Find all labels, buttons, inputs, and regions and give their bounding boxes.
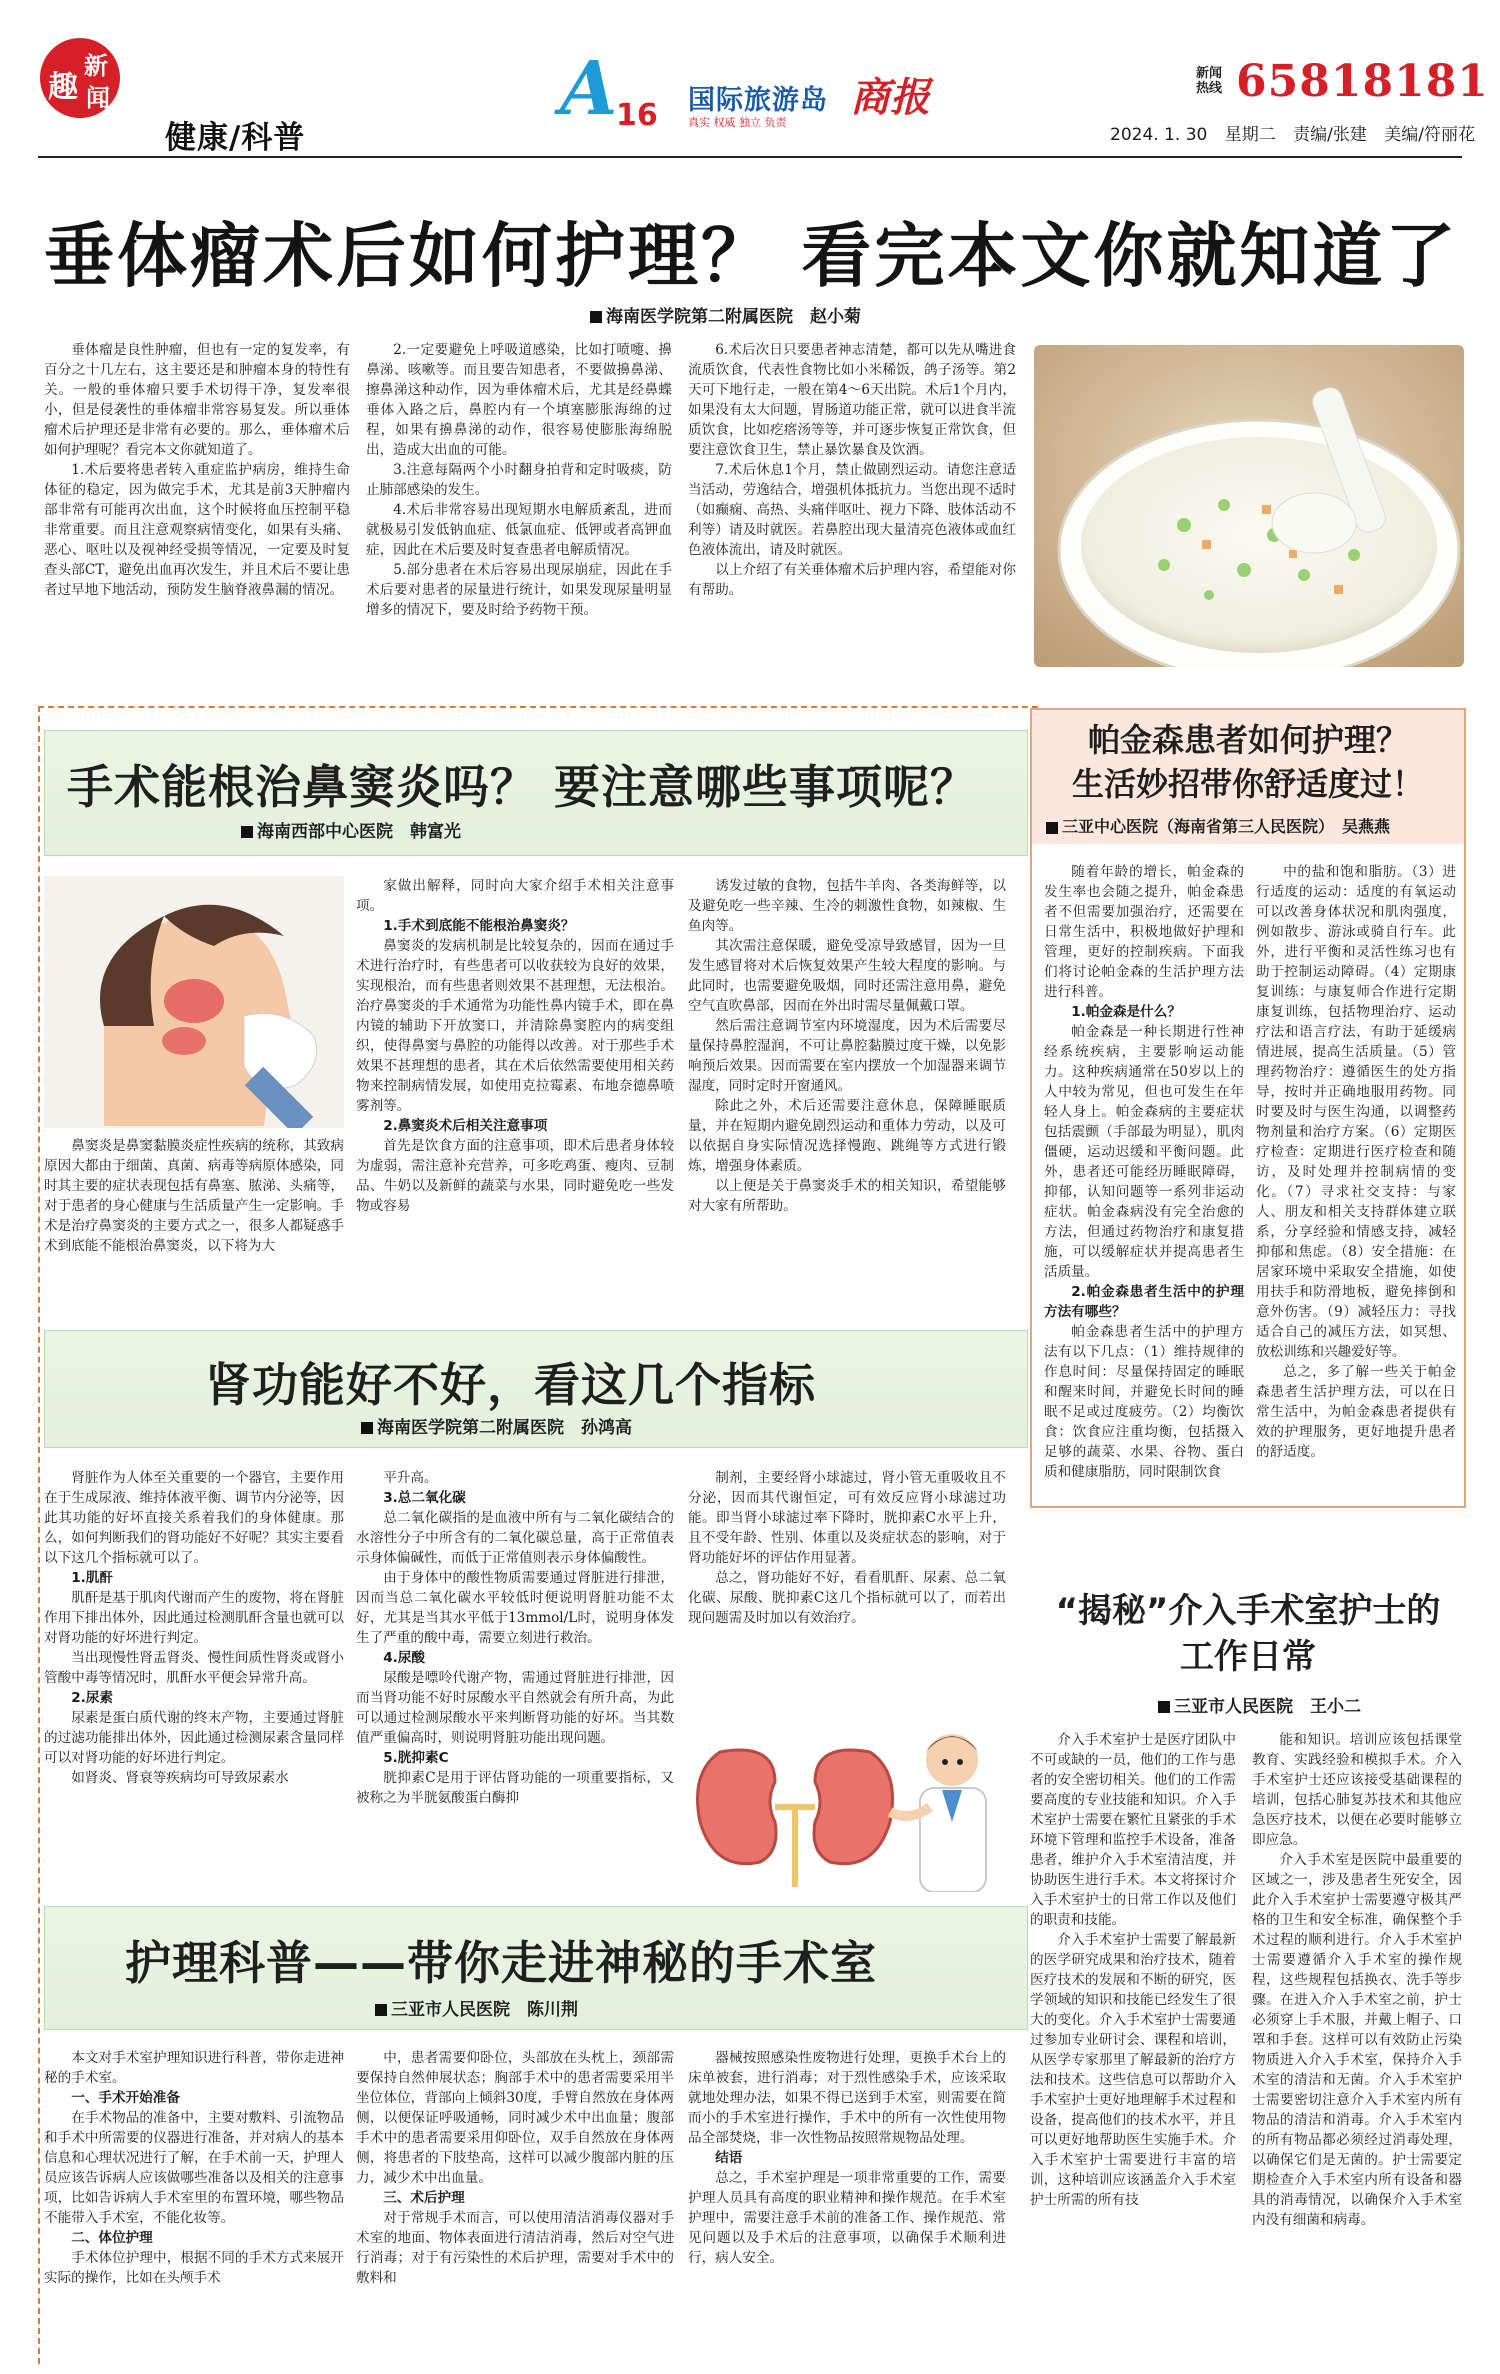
paragraph: 能和知识。培训应该包括课堂教育、实践经验和模拟手术。介入手术室护士还应该接受基础课程的培训，包括心肺复苏技术和其他应急医疗技术，以便在必要时能够立即应急。: [1252, 1732, 1462, 1848]
article4-byline: [361, 1413, 632, 1438]
subheading: 1.帕金森是什么？: [1071, 1004, 1181, 1020]
paragraph: 家做出解释，同时向大家介绍手术相关注意事项。: [356, 878, 674, 914]
byline-text: 海南医学院第二附属医院 孙鸿高: [377, 1418, 632, 1438]
article3-column-2: [1256, 862, 1456, 1502]
issue-date: 2024. 1. 30: [1110, 125, 1208, 145]
article5-panel: [1030, 1566, 1466, 2362]
editor-credit: 责编/张建: [1293, 125, 1367, 145]
article4-column-1: [44, 1468, 344, 1886]
logo-char: 新: [84, 51, 108, 80]
paragraph: 对于常规手术而言，可以使用清洁消毒仪器对手术室的地面、物体表面进行清洁消毒，然后对空气进行消毒；对于有污染性的术后护理，需要对手术中的敷料和: [356, 2210, 674, 2286]
paragraph: 如肾炎、肾衰等疾病均可导致尿素水: [71, 1770, 289, 1786]
paragraph: 帕金森患者生活中的护理方法有以下几点：（1）维持规律的作息时间：尽量保持固定的睡眠和醒来时间，并避免长时间的睡眠不足或过度疲劳。（2）均衡饮食：饮食应注重均衡，包括摄入足够的蔬菜、水果、谷物、蛋白质和健康脂肪，同时限制饮食: [1044, 1324, 1244, 1480]
byline-text: 海南西部中心医院 韩富光: [257, 822, 461, 842]
paragraph: 总之，手术室护理是一项非常重要的工作，需要护理人员具有高度的职业精神和操作规范。在手术室护理中，需要注意手术前的准备工作、操作规范、常见问题以及手术后的注意事项，以确保手术顺利进行，病人安全。: [688, 2170, 1006, 2266]
article4-column-3: [688, 1468, 1006, 1708]
paragraph: 随着年龄的增长，帕金森的发生率也会随之提升，帕金森患者不但需要加强治疗，还需要在日常生活中，积极地做好护理和管理，更好的控制疾病。下面我们将讨论帕金森的生活护理方法进行科普。: [1044, 864, 1244, 1000]
kidney-illustration: [680, 1712, 1020, 1892]
article2-banner: [44, 730, 1028, 856]
paragraph: 以上便是关于鼻窦炎手术的相关知识，希望能够对大家有所帮助。: [688, 1178, 1006, 1214]
subheading: 结语: [715, 2150, 743, 2166]
article4-banner: [44, 1330, 1028, 1448]
paragraph: 尿素是蛋白质代谢的终末产物，主要通过肾脏的过滤功能排出体外，因此通过检测尿素含量同样可以对肾功能的好坏进行判定。: [44, 1710, 344, 1766]
article6-headline: 护理科普——带你走进神秘的手术室: [125, 1936, 877, 1990]
paragraph: 垂体瘤是良性肿瘤，但也有一定的复发率，有百分之十几左右，这主要还是和肿瘤本身的特性有关。一般的垂体瘤只要手术切得干净，复发率很小，但是侵袭性的垂体瘤非常容易复发。所以垂体瘤术后护理还是非常有必要的。那么，垂体瘤术后如何护理呢？看完本文你就知道了。: [44, 342, 350, 458]
paragraph: 3.注意每隔两个小时翻身拍背和定时吸痰，防止肺部感染的发生。: [366, 462, 672, 498]
paragraph: 中的盐和饱和脂肪。（3）进行适度的运动：适度的有氧运动可以改善身体状况和肌肉强度，例如散步、游泳或骑自行车。此外，进行平衡和灵活性练习也有助于控制运动障碍。（4）定期康复训练：与康复师合作进行定期康复训练，包括物理治疗、运动疗法和语言疗法，有助于延缓病情进展，提高生活质量。（5）管理药物治疗：遵循医生的处方指导，按时并正确地服用药物。同时要及时与医生沟通，以调整药物剂量和治疗方案。（6）定期医疗检查：定期进行医疗检查和随访，及时处理并控制病情的变化。（7）寻求社交支持：与家人、朋友和相关支持群体建立联系，分享经验和情感支持，减轻抑郁和焦虑。（8）安全措施：在居家环境中采取安全措施，如使用扶手和防滑地板，避免摔倒和意外伤害。（9）减轻压力：寻找适合自己的减压方法，如冥想、放松训练和兴趣爱好等。: [1256, 864, 1456, 1360]
article3-column-1: [1044, 862, 1244, 1502]
article3-header: [1032, 710, 1464, 844]
paragraph: 介入手术室护士需要了解最新的医学研究成果和治疗技术，随着医疗技术的发展和不断的研究，医学领域的知识和技能已经发生了很大的变化。介入手术室护士需要通过参加专业研讨会、课程和培训，从医学专家那里了解最新的治疗方法和技术。这些信息可以帮助介入手术室护士更好地理解手术过程和设备，提高他们的技术水平，并且可以更好地帮助医生实施手术。介入手术室护士需要进行丰富的培训，这种培训应该涵盖介入手术室护士所需的所有技: [1030, 1932, 1236, 2208]
paragraph: 4.术后非常容易出现短期水电解质紊乱，进而就极易引发低钠血症、低氯血症、低钾或者高钾血症，因此在术后要及时复查患者电解质情况。: [366, 502, 672, 558]
sinusitis-illustration: [44, 876, 344, 1128]
article5-column-2: [1252, 1730, 1462, 2356]
paragraph: 胱抑素C是用于评估肾功能的一项重要指标，又被称之为半胱氨酸蛋白酶抑: [356, 1770, 674, 1806]
paragraph: 然后需注意调节室内环境湿度，因为术后需要尽量保持鼻腔湿润，不可让鼻腔黏膜过度干燥，以免影响预后效果。因而需要在室内摆放一个加湿器来调节湿度，同时定时开窗通风。: [688, 1018, 1006, 1094]
subheading: 5.胱抑素C: [383, 1750, 449, 1766]
paragraph: 在手术物品的准备中，主要对敷料、引流物品和手术中所需要的仪器进行准备，并对病人的基本信息和心理状况进行了解，在手术前一天，护理人员应该告诉病人应该做哪些准备以及相关的注意事项，比如告诉病人手术室里的布置环境，哪些物品不能带入手术室，不能化妆等。: [44, 2110, 344, 2226]
article4-column-2: [356, 1468, 674, 1886]
paragraph: 首先是饮食方面的注意事项，即术后患者身体较为虚弱，需注意补充营养，可多吃鸡蛋、瘦肉、豆制品、牛奶以及新鲜的蔬菜与水果，同时避免吃一些发物或容易: [356, 1138, 674, 1214]
paragraph: 总之，肾功能好不好，看看肌酐、尿素、总二氧化碳、尿酸、胱抑素C这几个指标就可以了，而若出现问题需及时加以有效治疗。: [688, 1570, 1006, 1626]
article1-headline: 垂体瘤术后如何护理？ 看完本文你就知道了: [44, 215, 1459, 297]
paragraph: 鼻窦炎是鼻窦黏膜炎症性疾病的统称，其致病原因大都由于细菌、真菌、病毒等病原体感染，同时其主要的症状表现包括有鼻塞、脓涕、头痛等，对于患者的身心健康与生活质量产生一定影响。手术是治疗鼻窦炎的主要方式之一，很多人都疑惑手术到底能不能根治鼻窦炎，以下将为大: [44, 1138, 344, 1254]
article1-column-2: [366, 340, 672, 678]
article2-column-1: [44, 1136, 344, 1316]
designer-credit: 美编/符丽花: [1384, 125, 1476, 145]
hotline-number: 65818181: [1236, 56, 1489, 107]
paragraph: 器械按照感染性废物进行处理，更换手术台上的床单被套，进行消毒；对于烈性感染手术，应该采取就地处理办法，如果不得已送到手术室，则需要在简而小的手术室进行操作，手术中的所有一次性使用物品全部焚烧，非一次性物品按照常规物品处理。: [688, 2050, 1006, 2146]
paragraph: 总之，多了解一些关于帕金森患者生活护理方法，可以在日常生活中，为帕金森患者提供有效的护理服务，更好地提升患者的舒适度。: [1256, 1364, 1456, 1460]
byline-square-icon: [1046, 822, 1058, 834]
paragraph: 平升高。: [383, 1470, 438, 1486]
sinusitis-image: [44, 876, 344, 1128]
article1-column-1: [44, 340, 350, 678]
porridge-image: [1034, 345, 1464, 667]
subheading: 二、体位护理: [71, 2230, 153, 2246]
paragraph: 除此之外，术后还需要注意休息，保障睡眠质量，并在短期内避免剧烈运动和重体力劳动，以及可以依据自身实际情况选择慢跑、跳绳等方式进行锻炼，增强身体素质。: [688, 1098, 1006, 1174]
paragraph: 其次需注意保暖，避免受凉导致感冒，因为一旦发生感冒将对术后恢复效果产生较大程度的影响。与此同时，也需要避免吸烟，同时还需注意用鼻，避免空气直吹鼻部，因而在外出时需尽量佩戴口罩。: [688, 938, 1006, 1014]
article5-headline-line1: “揭秘”介入手术室护士的: [1055, 1591, 1441, 1631]
byline-text: 三亚中心医院（海南省第三人民医院） 吴燕燕: [1062, 817, 1391, 836]
byline-text: 海南医学院第二附属医院 赵小菊: [606, 307, 861, 327]
paragraph: 当出现慢性肾盂肾炎、慢性间质性肾炎或肾小管酸中毒等情况时，肌酐水平便会异常升高。: [44, 1650, 344, 1686]
byline-square-icon: [361, 1422, 373, 1434]
paragraph: 介入手术室护士是医疗团队中不可或缺的一员，他们的工作与患者的安全密切相关。他们的工作需要高度的专业技能和知识。介入手术室护士需要在繁忙且紧张的手术环境下管理和监控手术设备，准备患者，维护介入手术室清洁度，并协助医生进行手术。本文将探讨介入手术室护士的日常工作以及他们的职责和技能。: [1030, 1732, 1236, 1928]
byline-square-icon: [1158, 1701, 1170, 1713]
paragraph: 手术体位护理中，根据不同的手术方式来展开实际的操作，比如在头颅手术: [44, 2250, 344, 2286]
newspaper-logo: [40, 38, 120, 118]
paragraph: 制剂，主要经肾小球滤过，肾小管无重吸收且不分泌，因而其代谢恒定，可有效反应肾小球滤过功能。即当肾小球滤过率下降时，胱抑素C水平上升，且不受年龄、性别、体重以及炎症状态的影响，对于肾功能好坏的评估作用显著。: [688, 1470, 1006, 1566]
article5-byline: [1158, 1692, 1361, 1717]
page-letter: A: [560, 46, 618, 132]
byline-text: 三亚市人民医院 陈川荆: [391, 2000, 578, 2020]
paragraph: 本文对手术室护理知识进行科普，带你走进神秘的手术室。: [44, 2050, 344, 2086]
kidney-image: [680, 1712, 1020, 1892]
masthead: [0, 0, 1500, 165]
paragraph: 肾脏作为人体至关重要的一个器官，主要作用在于生成尿液、维持体液平衡、调节内分泌等，因此其功能的好坏直接关系着我们的身体健康。那么，如何判断我们的肾功能好不好呢？其实主要看以下这几个指标就可以了。: [44, 1470, 344, 1566]
article2-byline: [241, 817, 461, 842]
section-label: 健康/科普: [165, 120, 306, 156]
article6-column-2: [356, 2048, 674, 2364]
paragraph: 肌酐是基于肌肉代谢而产生的废物，将在肾脏作用下排出体外，因此通过检测肌酐含量也就可以对肾功能的好坏进行判定。: [44, 1590, 344, 1646]
byline-square-icon: [241, 826, 253, 838]
paragraph: 尿酸是嘌呤代谢产物，需通过肾脏进行排泄，因而当肾功能不好时尿酸水平自然就会有所升高，为此可以通过检测尿酸水平来判断肾功能的好坏。当其数值严重偏高时，则说明肾脏功能出现问题。: [356, 1670, 674, 1746]
article5-column-1: [1030, 1730, 1236, 2356]
logo-char: 闻: [86, 83, 110, 112]
paragraph: 鼻窦炎的发病机制是比较复杂的，因而在通过手术进行治疗时，有些患者可以收获较为良好的效果，实现根治，而有些患者则效果不甚理想，无法根治。治疗鼻窦炎的手术通常为功能性鼻内镜手术，即在鼻内镜的辅助下开放窦口，并清除鼻窦腔内的病变组织，使得鼻窦与鼻腔的功能得以改善。对于那些手术效果不甚理想的患者，其在术后依然需要使用相关药物来控制病情发展，如使用克拉霉素、布地奈德鼻喷雾剂等。: [356, 938, 674, 1114]
subheading: 一、手术开始准备: [71, 2090, 180, 2106]
article2-column-2: [356, 876, 674, 1316]
paragraph: 6.术后次日只要患者神志清楚，都可以先从嘴进食流质饮食，代表性食物比如小米稀饭，鸽子汤等。第2天可下地行走，一般在第4～6天出院。术后1个月内，如果没有太大问题，胃肠道功能正常，就可以进食半流质饮食，比如疙瘩汤等等，并可逐步恢复正常饮食，但要注意饮食卫生，禁止暴饮暴食及饮酒。: [688, 342, 1016, 458]
issue-weekday: 星期二: [1224, 125, 1276, 145]
subheading: 2.鼻窦炎术后相关注意事项: [383, 1118, 548, 1134]
porridge-photo: [1034, 345, 1464, 667]
article3-headline: [1032, 718, 1464, 806]
article6-column-3: [688, 2048, 1006, 2364]
page-number: 16: [616, 98, 658, 133]
subheading: 2.尿素: [71, 1690, 113, 1706]
byline-square-icon: [590, 311, 602, 323]
paragraph: 7.术后休息1个月，禁止做剧烈运动。请您注意适当活动，劳逸结合，增强机体抵抗力。当您出现不适时（如癫痫、高热、头痛伴呕吐、视力下降、肢体活动不利等）请及时就医。若鼻腔出现大量清亮色液体或血红色液体流出，请及时就医。: [688, 462, 1016, 558]
article2-headline: 手术能根治鼻窦炎吗？ 要注意哪些事项呢？: [67, 760, 978, 814]
article5-headline: [1030, 1588, 1466, 1680]
paragraph: 1.术后要将患者转入重症监护病房，维持生命体征的稳定，因为做完手术，尤其是前3天肿瘤内部非常有可能再次出血，这个时候将血压控制平稳非常重要。而且注意观察病情变化，如果有头痛、恶心、呕吐以及视神经受损等情况，一定要及时复查头部CT，避免出血再次发生，并且术后不要让患者过早地下地活动，预防发生脑脊液鼻漏的情况。: [44, 462, 350, 598]
article6-column-1: [44, 2048, 344, 2364]
article3-panel: [1030, 708, 1466, 1508]
issue-info: [1110, 120, 1487, 145]
paragraph: 介入手术室是医院中最重要的区域之一，涉及患者生死安全，因此介入手术室护士需要遵守极其严格的卫生和安全标准，确保整个手术过程的顺利进行。介入手术室护士需要遵循介入手术室的操作规程，这些规程包括换衣、洗手等步骤。在进入介入手术室之前，护士必须穿上手术服，并戴上帽子、口罩和手套。这样可以有效防止污染物质进入介入手术室，保持介入手术室的清洁和无菌。介入手术室护士需要密切注意介入手术室内所有物品的清洁和消毒。介入手术室内的所有物品都必须经过消毒处理，以确保它们是无菌的。护士需要定期检查介入手术室内所有设备和器具的消毒情况，以确保介入手术室内没有细菌和病毒。: [1252, 1852, 1462, 2228]
subheading: 2.帕金森患者生活中的护理方法有哪些？: [1044, 1284, 1244, 1320]
article6-banner: [44, 1906, 1028, 2030]
article1-column-3: [688, 340, 1016, 678]
paper-slogan: 真实 权威 独立 负责: [688, 116, 787, 129]
byline-text: 三亚市人民医院 王小二: [1174, 1697, 1361, 1717]
paper-name: 国际旅游岛: [688, 85, 828, 116]
hotline-label: 新闻热线: [1196, 66, 1223, 96]
masthead-rule: [38, 156, 1462, 158]
paragraph: 帕金森是一种长期进行性神经系统疾病，主要影响运动能力。这种疾病通常在50岁以上的人中较为常见，但也可发生在年轻人身上。帕金森病的主要症状包括震颤（手部最为明显），肌肉僵硬，运动迟缓和平衡问题。此外，患者还可能经历睡眠障碍，抑郁，认知问题等一系列非运动症状。帕金森病没有完全治愈的方法，但通过药物治疗和康复措施，可以缓解症状并提高患者生活质量。: [1044, 1024, 1244, 1280]
paragraph: 由于身体中的酸性物质需要通过肾脏进行排泄，因而当总二氧化碳水平较低时便说明肾脏功能不太好，尤其是当其水平低于13mmol/L时，说明身体发生了严重的酸中毒，需要立刻进行救治。: [356, 1570, 674, 1646]
paper-brand: 商报: [850, 74, 930, 121]
paragraph: 总二氧化碳指的是血液中所有与二氧化碳结合的水溶性分子中所含有的二氧化碳总量，高于正常值表示身体偏碱性，而低于正常值则表示身体偏酸性。: [356, 1510, 674, 1566]
paragraph: 中，患者需要仰卧位，头部放在头枕上，颈部需要保持自然伸展状态；胸部手术中的患者需要采用半坐位体位，背部向上倾斜30度，手臂自然放在身体两侧，以便保证呼吸通畅，同时减少术中出血量；腹部手术中的患者需要采用仰卧位，双手自然放在身体两侧，将患者的下肢垫高，这样可以减少腹部内脏的压力，减少术中出血量。: [356, 2050, 674, 2186]
article4-headline: 肾功能好不好，看这几个指标: [205, 1358, 816, 1412]
subheading: 1.肌酐: [71, 1570, 113, 1586]
byline-square-icon: [375, 2004, 387, 2016]
subheading: 4.尿酸: [383, 1650, 425, 1666]
subheading: 三、术后护理: [383, 2190, 465, 2206]
article1-byline: [590, 302, 861, 327]
article2-column-3: [688, 876, 1006, 1316]
paragraph: 以上介绍了有关垂体瘤术后护理内容，希望能对你有帮助。: [688, 562, 1016, 598]
article3-headline-line1: 帕金森患者如何护理？: [1087, 721, 1408, 759]
article6-byline: [375, 1995, 578, 2020]
paragraph: 2.一定要避免上呼吸道感染，比如打喷嚏、擤鼻涕、咳嗽等。而且要告知患者，不要做擤鼻涕、擦鼻涕这种动作，因为垂体瘤术后，尤其是经鼻蝶垂体入路之后，鼻腔内有一个填塞膨胀海绵的过程，如果有擤鼻涕的动作，很容易使膨胀海绵脱出，造成大出血的可能。: [366, 342, 672, 458]
paragraph: 诱发过敏的食物，包括牛羊肉、各类海鲜等，以及避免吃一些辛辣、生冷的刺激性食物，如辣椒、生鱼肉等。: [688, 878, 1006, 934]
subheading: 3.总二氧化碳: [383, 1490, 466, 1506]
subheading: 1.手术到底能不能根治鼻窦炎？: [383, 918, 575, 934]
paragraph: 5.部分患者在术后容易出现尿崩症，因此在手术后要对患者的尿量进行统计，如果发现尿量明显增多的情况下，要及时给予药物干预。: [366, 562, 672, 618]
logo-char: 趣: [48, 70, 78, 105]
article5-headline-line2: 工作日常: [1180, 1637, 1316, 1677]
article3-byline: [1046, 814, 1390, 837]
article3-headline-line2: 生活妙招带你舒适度过！: [1071, 765, 1424, 803]
